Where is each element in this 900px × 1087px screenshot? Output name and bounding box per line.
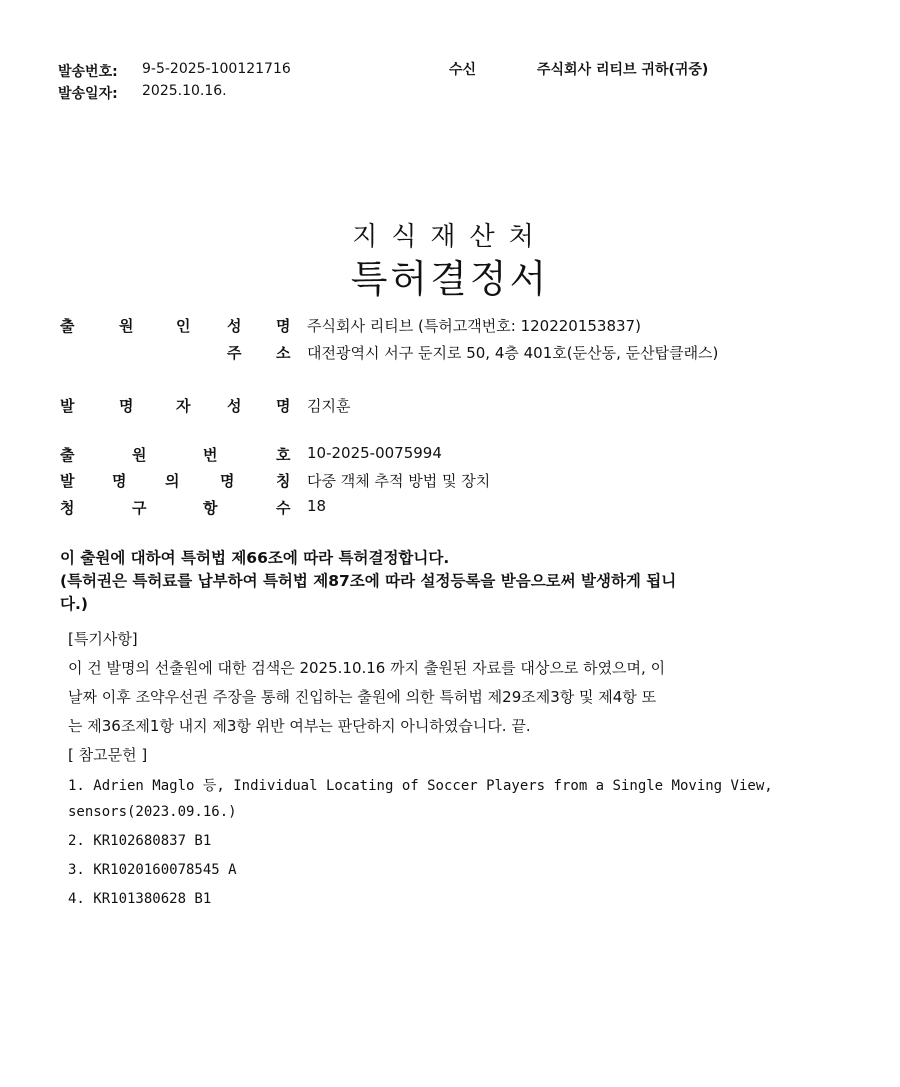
applicant-address: 대전광역시 서구 둔지로 50, 4층 401호(둔산동, 둔산탑클래스) bbox=[307, 344, 719, 362]
label-char: 명 bbox=[276, 397, 291, 415]
reference-1-line-1: 1. Adrien Maglo 등, Individual Locating of Soccer Players from a Single Moving View, bbox=[68, 778, 773, 794]
label-char: 호 bbox=[276, 446, 291, 464]
inventor-name: 김지훈 bbox=[307, 397, 351, 415]
label-char: 칭 bbox=[276, 472, 291, 490]
claims-count: 18 bbox=[307, 497, 327, 515]
recipient-label: 수신 bbox=[449, 62, 477, 78]
label-char: 인 bbox=[176, 317, 191, 335]
references-heading: [ 참고문헌 ] bbox=[68, 746, 148, 764]
recipient: 주식회사 리티브 귀하(귀중) bbox=[537, 62, 709, 78]
label-char: 출 bbox=[60, 446, 75, 464]
remarks-line-1: 이 건 발명의 선출원에 대한 검색은 2025.10.16 까지 출원된 자료를 대상으로 하였으며, 이 bbox=[68, 659, 666, 677]
decision-line-2: (특허권은 특허료를 납부하여 특허법 제87조에 따라 설정등록을 받음으로써 발생하게 됩니 bbox=[60, 572, 677, 590]
label-char: 주 bbox=[227, 344, 242, 362]
application-number: 10-2025-0075994 bbox=[307, 444, 442, 462]
label-char: 수 bbox=[276, 499, 291, 517]
label-char: 명 bbox=[112, 472, 127, 490]
label-char: 명 bbox=[276, 317, 291, 335]
label-char: 구 bbox=[132, 499, 147, 517]
send-date-label: 발송일자: bbox=[58, 86, 118, 102]
label-char: 명 bbox=[220, 472, 235, 490]
reference-3: 3. KR1020160078545 A bbox=[68, 862, 237, 878]
remarks-line-3: 는 제36조제1항 내지 제3항 위반 여부는 판단하지 아니하였습니다. 끝. bbox=[68, 717, 531, 735]
label-char: 의 bbox=[165, 472, 180, 490]
label-char: 원 bbox=[132, 446, 147, 464]
reference-2: 2. KR102680837 B1 bbox=[68, 833, 212, 849]
remarks-heading: [특기사항] bbox=[68, 630, 138, 648]
agency-name: 지식재산처 bbox=[352, 222, 548, 252]
label-char: 소 bbox=[276, 344, 291, 362]
reference-1-line-2: sensors(2023.09.16.) bbox=[68, 804, 237, 820]
label-char: 성 bbox=[227, 397, 242, 415]
send-date: 2025.10.16. bbox=[142, 83, 227, 99]
label-char: 자 bbox=[176, 397, 191, 415]
send-number: 9-5-2025-100121716 bbox=[142, 61, 291, 77]
reference-4: 4. KR101380628 B1 bbox=[68, 891, 212, 907]
label-char: 발 bbox=[60, 397, 75, 415]
decision-line-3: 다.) bbox=[60, 595, 88, 613]
label-char: 명 bbox=[119, 397, 134, 415]
label-char: 청 bbox=[60, 499, 75, 517]
label-char: 원 bbox=[119, 317, 134, 335]
remarks-line-2: 날짜 이후 조약우선권 주장을 통해 진입하는 출원에 의한 특허법 제29조제3항 및 제4항 또 bbox=[68, 688, 657, 706]
applicant-name: 주식회사 리티브 (특허고객번호: 120220153837) bbox=[307, 317, 641, 335]
label-char: 번 bbox=[203, 446, 218, 464]
decision-line-1: 이 출원에 대하여 특허법 제66조에 따라 특허결정합니다. bbox=[60, 549, 450, 567]
label-char: 출 bbox=[60, 317, 75, 335]
label-char: 발 bbox=[60, 472, 75, 490]
invention-title: 다중 객체 추적 방법 및 장치 bbox=[307, 472, 491, 490]
document-title: 특허결정서 bbox=[350, 257, 550, 301]
label-char: 성 bbox=[227, 317, 242, 335]
label-char: 항 bbox=[203, 499, 218, 517]
send-number-label: 발송번호: bbox=[58, 64, 118, 80]
